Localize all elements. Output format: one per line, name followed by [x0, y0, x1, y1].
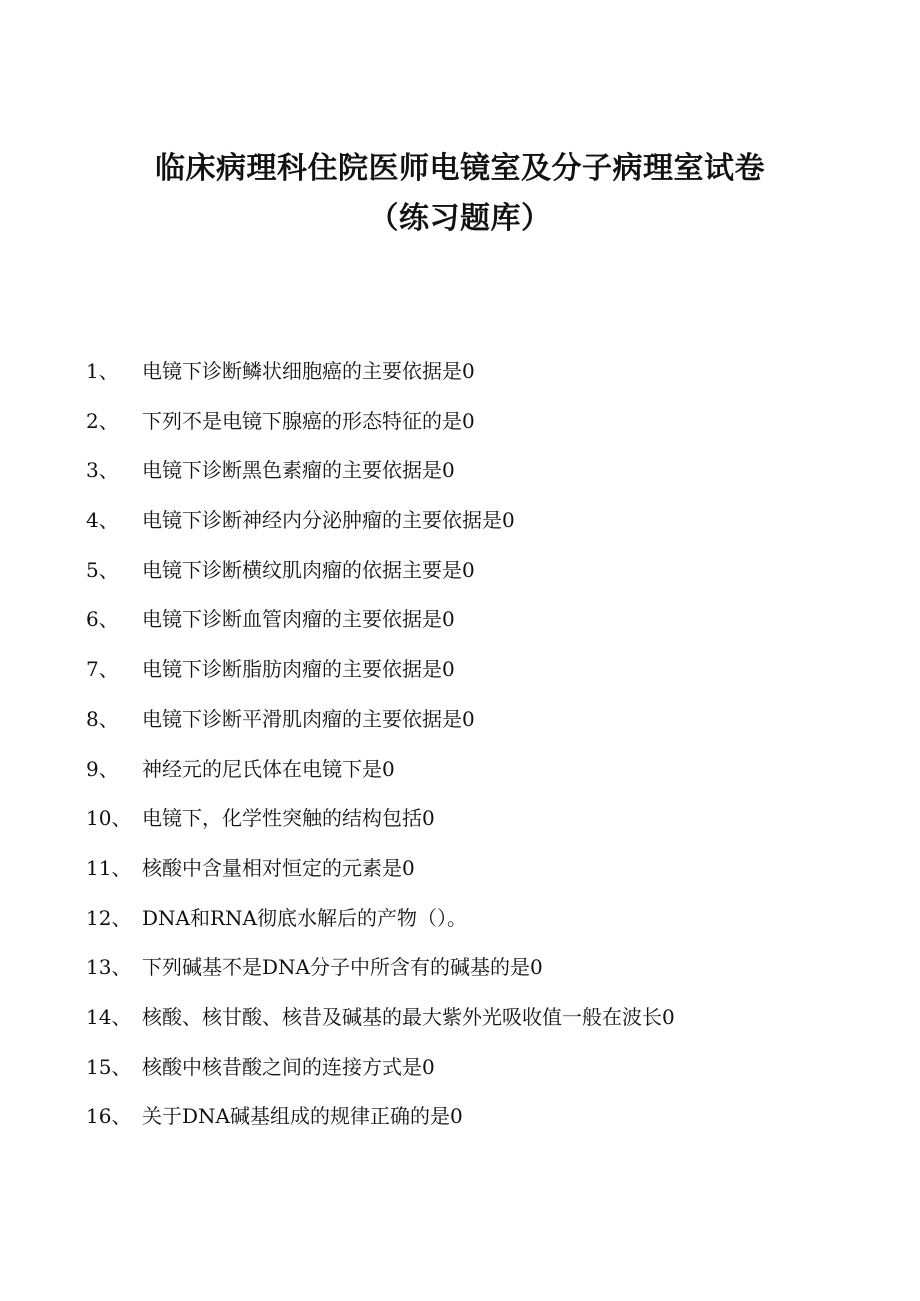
question-number: 3、 [86, 458, 119, 483]
question-item [0, 753, 920, 803]
question-list [0, 355, 920, 1150]
question-text: 关于DNA碱基组成的规律正确的是0 [142, 1104, 463, 1129]
question-item [0, 653, 920, 703]
question-text: 核酸中含量相对恒定的元素是0 [142, 855, 415, 880]
question-number: 1、 [86, 359, 119, 383]
question-number: 7、 [86, 657, 119, 682]
question-item [0, 405, 920, 455]
question-item [0, 902, 920, 952]
question-number: 12、 [86, 905, 132, 930]
question-item [0, 603, 920, 653]
question-text: 电镜下，化学性突触的结构包括0 [142, 806, 435, 831]
question-number: 9、 [86, 756, 119, 781]
question-text: 核酸中核昔酸之间的连接方式是0 [142, 1054, 435, 1079]
page-subtitle: （练习题库） [368, 201, 552, 236]
question-item [0, 951, 920, 1001]
question-number: 8、 [86, 706, 119, 731]
question-text: 电镜下诊断黑色素瘤的主要依据是0 [142, 458, 455, 483]
question-item [0, 852, 920, 902]
question-number: 11、 [86, 855, 132, 880]
question-text: 电镜下诊断平滑肌肉瘤的主要依据是0 [142, 706, 475, 731]
question-number: 13、 [86, 955, 132, 980]
question-item [0, 1001, 920, 1051]
question-number: 16、 [86, 1104, 132, 1129]
question-item [0, 355, 920, 405]
question-text: 核酸、核甘酸、核昔及碱基的最大紫外光吸收值一般在波长0 [142, 1004, 675, 1029]
question-item [0, 1051, 920, 1101]
question-text: 神经元的尼氏体在电镜下是0 [142, 756, 395, 781]
question-text: 下列不是电镜下腺癌的形态特征的是0 [142, 408, 475, 433]
question-text: DNA和RNA彻底水解后的产物（）。 [142, 905, 467, 930]
question-number: 6、 [86, 607, 119, 632]
question-number: 15、 [86, 1054, 132, 1079]
question-item [0, 554, 920, 604]
question-text: 下列碱基不是DNA分子中所含有的碱基的是0 [142, 955, 543, 980]
question-text: 电镜下诊断脂肪肉瘤的主要依据是0 [142, 657, 455, 682]
question-text: 电镜下诊断血管肉瘤的主要依据是0 [142, 607, 455, 632]
page-title: 临床病理科住院医师电镜室及分子病理室试卷 [155, 151, 765, 186]
question-text: 电镜下诊断神经内分泌肿瘤的主要依据是0 [142, 508, 515, 533]
question-item [0, 454, 920, 504]
question-item [0, 1100, 920, 1150]
question-item [0, 703, 920, 753]
question-text: 电镜下诊断鳞状细胞癌的主要依据是0 [142, 359, 475, 383]
question-number: 5、 [86, 557, 119, 582]
question-number: 14、 [86, 1004, 132, 1029]
question-number: 4、 [86, 508, 119, 533]
question-item [0, 802, 920, 852]
question-number: 2、 [86, 408, 119, 433]
question-text: 电镜下诊断横纹肌肉瘤的依据主要是0 [142, 557, 475, 582]
question-item [0, 504, 920, 554]
question-number: 10、 [86, 806, 132, 831]
